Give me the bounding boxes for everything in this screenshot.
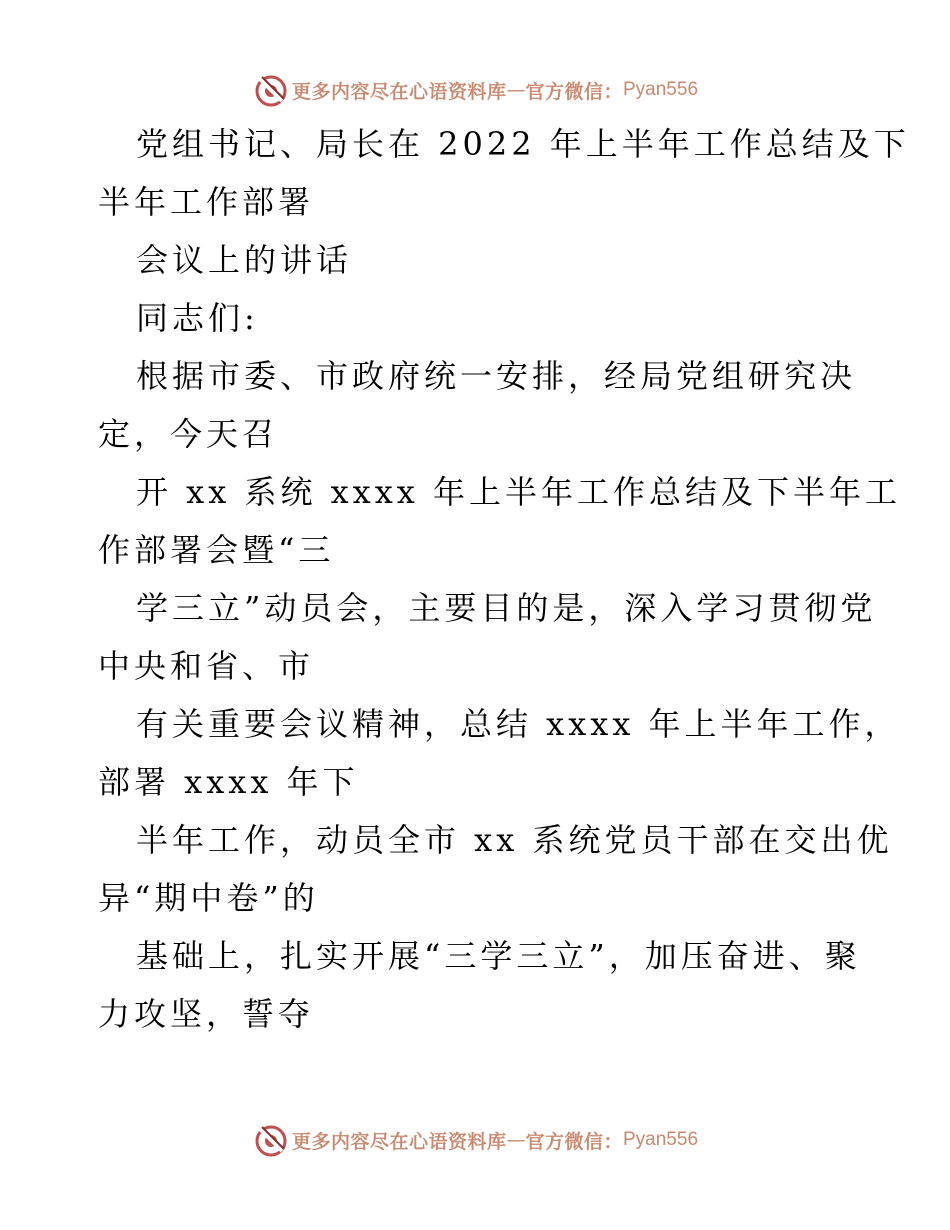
brand-text: 更多内容尽在心语资料库 [291, 1130, 507, 1153]
doc-line: 开 xx 系统 xxxx 年上半年工作总结及下半年工 [136, 473, 901, 511]
doc-line: 基础上，扎实开展“三学三立”，加压奋进、聚 [136, 937, 861, 975]
doc-line: 会议上的讲话 [136, 241, 353, 279]
top-watermark-banner [0, 70, 950, 110]
doc-line: 半年工作，动员全市 xx 系统党员干部在交出优 [136, 821, 893, 859]
doc-line: 同志们: [136, 299, 259, 337]
doc-line: 作部署会暨“三 [98, 531, 335, 569]
doc-line: 异“期中卷”的 [98, 879, 319, 917]
bottom-watermark-banner [0, 1120, 950, 1160]
document-body [98, 115, 910, 1043]
doc-line: 半年工作部署 [98, 183, 315, 221]
wechat-id: Pyan556 [623, 1129, 699, 1150]
brush-logo-icon [252, 71, 290, 109]
doc-line: 党组书记、局长在 2022 年上半年工作总结及下 [136, 125, 910, 163]
doc-line: 学三立”动员会，主要目的是，深入学习贯彻党 [136, 589, 877, 627]
wechat-label: 官方微信： [525, 1130, 623, 1153]
separator: — [506, 1129, 526, 1151]
separator: — [506, 79, 526, 101]
doc-line: 根据市委、市政府统一安排，经局党组研究决 [136, 357, 857, 395]
wechat-id: Pyan556 [623, 79, 699, 100]
doc-line: 中央和省、市 [98, 647, 315, 685]
doc-line: 部署 xxxx 年下 [98, 763, 359, 801]
wechat-label: 官方微信： [525, 80, 623, 103]
doc-line: 力攻坚，誓夺 [98, 995, 315, 1033]
doc-line: 定，今天召 [98, 415, 279, 453]
doc-line: 有关重要会议精神，总结 xxxx 年上半年工作， [136, 705, 901, 743]
brush-logo-icon [252, 1121, 290, 1159]
brand-text: 更多内容尽在心语资料库 [291, 80, 507, 103]
